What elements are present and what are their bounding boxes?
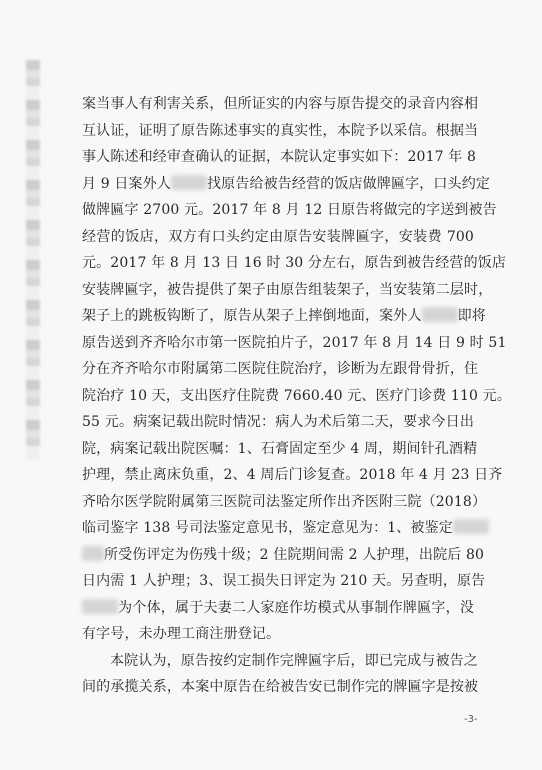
text-line-13: 55 元。病案记载出院时情况：病人为术后第二天，要求今日出 [82,414,474,430]
text-line-23: 间的承揽关系，本案中原告在给被告安已制作完的牌匾字是按被 [82,679,479,695]
text-line-11: 分在齐齐哈尔市附属第二医院住院治疗，诊断为左跟骨骨折，住 [82,361,479,377]
redaction-mark [171,175,207,190]
text-line-1: 案当事人有利害关系，但所证实的内容与原告提交的录音内容相 [82,96,479,112]
redaction-mark [453,519,489,534]
text-line-22: 本院认为，原告按约定制作完牌匾字后，即已完成与被告之 [110,652,478,669]
text-line-8: 安装牌匾字，被告提供了架子由原告组装架子，当安装第二层时， [82,281,493,298]
text-line-2: 互认证，证明了原告陈述事实的真实性，本院予以采信。根据当 [82,122,479,139]
document-body [82,91,511,701]
text-line-20: 为个体，属于夫妻二人家庭作坊模式从事制作牌匾字，没 [82,595,474,622]
text-line-14: 院，病案记载出院医嘱：1、石膏固定至少 4 周，期间针孔酒精 [82,440,478,457]
text-line-21: 有字号，未办理工商注册登记。 [82,626,281,642]
text-line-10: 原告送到齐齐哈尔市第一医院拍片子，2017 年 8 月 14 日 9 时 51 [82,334,507,351]
text-line-19: 日内需 1 人护理；3、误工损失日评定为 210 天。另查明，原告 [82,573,486,589]
redaction-mark [82,546,104,561]
text-line-6: 经营的饭店，双方有口头约定由原告安装牌匾字，安装费 700 [82,228,474,245]
text-line-9: 架子上的跳板钩断了，原告从架子上摔倒地面，案外人 即将 [82,308,486,324]
text-line-12: 院治疗 10 天，支出医疗住院费 7660.40 元、医疗门诊费 110 元。 [82,387,511,404]
text-line-4: 月 9 日案外人 找原告给被告经营的饭店做牌匾字，口头约定 [82,175,491,192]
text-line-17: 临司鉴字 138 号司法鉴定意见书，鉴定意见为：1、被鉴定 [82,515,474,542]
text-line-5: 做牌匾字 2700 元。2017 年 8 月 12 日原告将做完的字送到被告 [82,202,497,218]
text-line-3: 事人陈述和经审查确认的证据，本院认定事实如下：2017 年 8 [82,149,477,165]
text-line-7: 元。2017 年 8 月 13 日 16 时 30 分左右，原告到被告经营的饭店 [82,255,507,271]
text-line-16: 齐哈尔医学院附属第三医院司法鉴定所作出齐医附三院（2018） [82,493,487,510]
text-line-18: 所受伤评定为伤残十级；2 住院期间需 2 人护理，出院后 80 [82,542,474,569]
redaction-mark [82,599,118,614]
redaction-mark [422,307,458,322]
redacted-margin-stamp [26,60,40,460]
page-number: -3- [464,714,478,725]
text-line-15: 护理，禁止离床负重，2、4 周后门诊复查。2018 年 4 月 23 日齐 [82,467,503,483]
